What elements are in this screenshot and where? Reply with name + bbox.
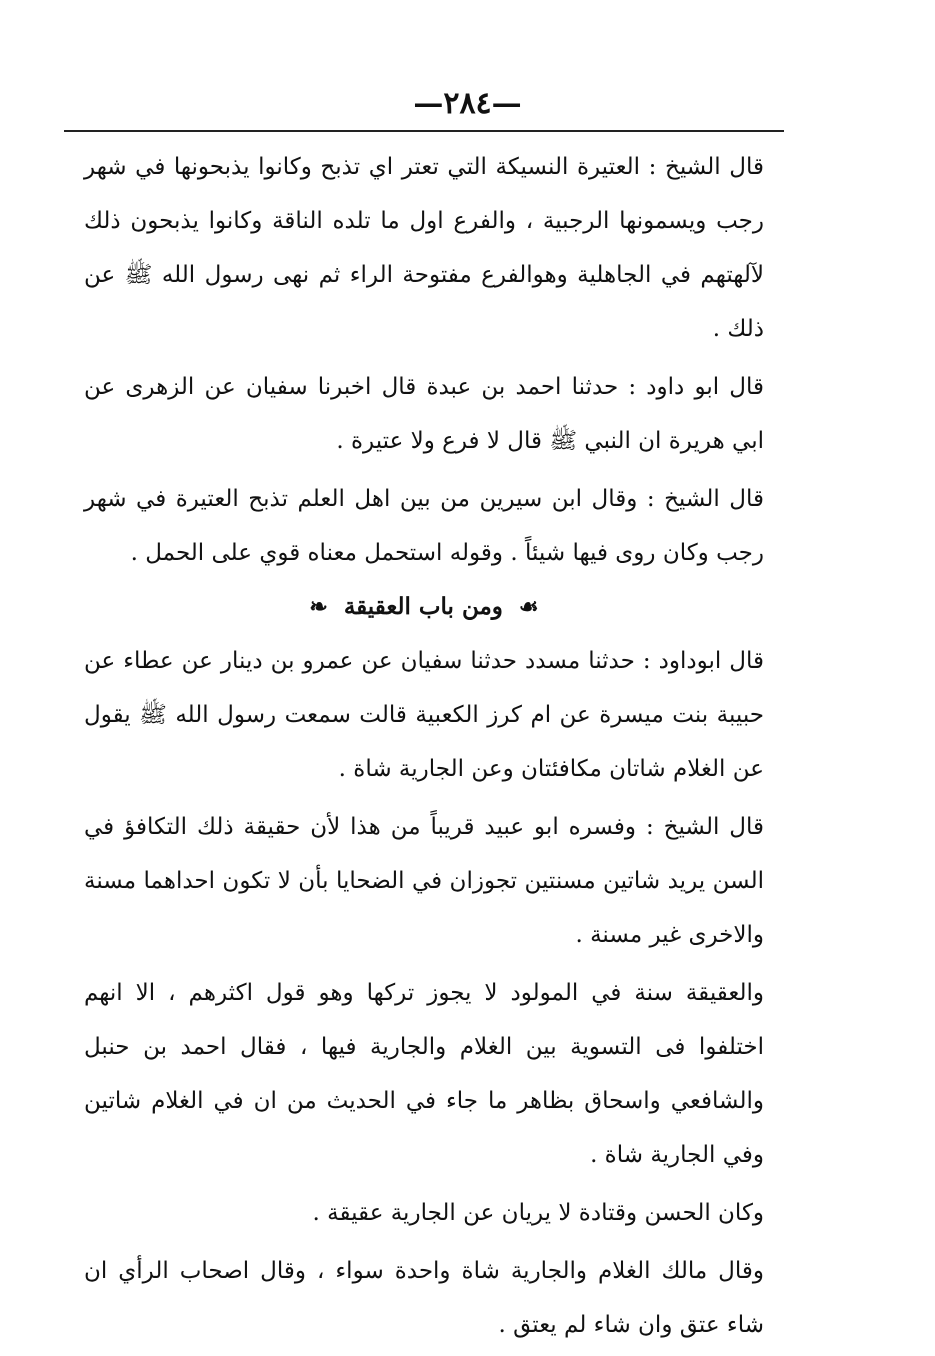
body-text bbox=[84, 140, 764, 1352]
ornament-left-icon: ❧ bbox=[309, 594, 328, 620]
paragraph: قال الشيخ : العتيرة النسيكة التي تعتر اي تذبح وكانوا يذبحونها في شهر رجب ويسمونها الرجبية ، والفرع اول ما تلده الناقة وكانوا يذبحون ذلك لآلهتهم في الجاهلية وهوالفرع مفتوحة الراء ثم نهى رسول الله ﷺ عن ذلك . bbox=[84, 154, 764, 342]
paragraph: وقال مالك الغلام والجارية شاة واحدة سواء ، وقال اصحاب الرأي ان شاء عتق وان شاء لم يعتق . bbox=[84, 1258, 764, 1338]
paragraph: قال ابو داود : حدثنا احمد بن عبدة قال اخبرنا سفيان عن الزهرى عن ابي هريرة ان النبي ﷺ قال لا فرع ولا عتيرة . bbox=[84, 374, 764, 454]
page-number: —٢٨٤— bbox=[413, 86, 522, 121]
paragraph: قال الشيخ : وقال ابن سيرين من بين اهل العلم تذبح العتيرة في شهر رجب وكان روى فيها شيئاً . وقوله استحمل معناه قوي على الحمل . bbox=[84, 486, 764, 566]
paragraph: قال ابوداود : حدثنا مسدد حدثنا سفيان عن عمرو بن دينار عن عطاء عن حبيبة بنت ميسرة عن ام كرز الكعبية قالت سمعت رسول الله ﷺ يقول عن الغلام شاتان مكافئتان وعن الجارية شاة . bbox=[84, 648, 764, 782]
header-rule bbox=[64, 130, 784, 132]
ornament-right-icon: ☙ bbox=[518, 594, 539, 620]
paragraph: والعقيقة سنة في المولود لا يجوز تركها وهو قول اكثرهم ، الا انهم اختلفوا فى التسوية بين الغلام والجارية فيها ، فقال احمد بن حنبل والشافعي واسحاق بظاهر ما جاء في الحديث من ان في الغلام شاتين وفي الجارية شاة . bbox=[84, 980, 764, 1168]
section-heading bbox=[84, 580, 764, 634]
section-heading-text: ومن باب العقيقة bbox=[343, 593, 503, 620]
paragraph: وكان الحسن وقتادة لا يريان عن الجارية عقيقة . bbox=[312, 1200, 764, 1226]
paragraph: قال الشيخ : وفسره ابو عبيد قريباً من هذا لأن حقيقة ذلك التكافؤ في السن يريد شاتين مسنتين تجوزان في الضحايا بأن لا تكون احداهما مسنة والاخرى غير مسنة . bbox=[84, 814, 764, 948]
